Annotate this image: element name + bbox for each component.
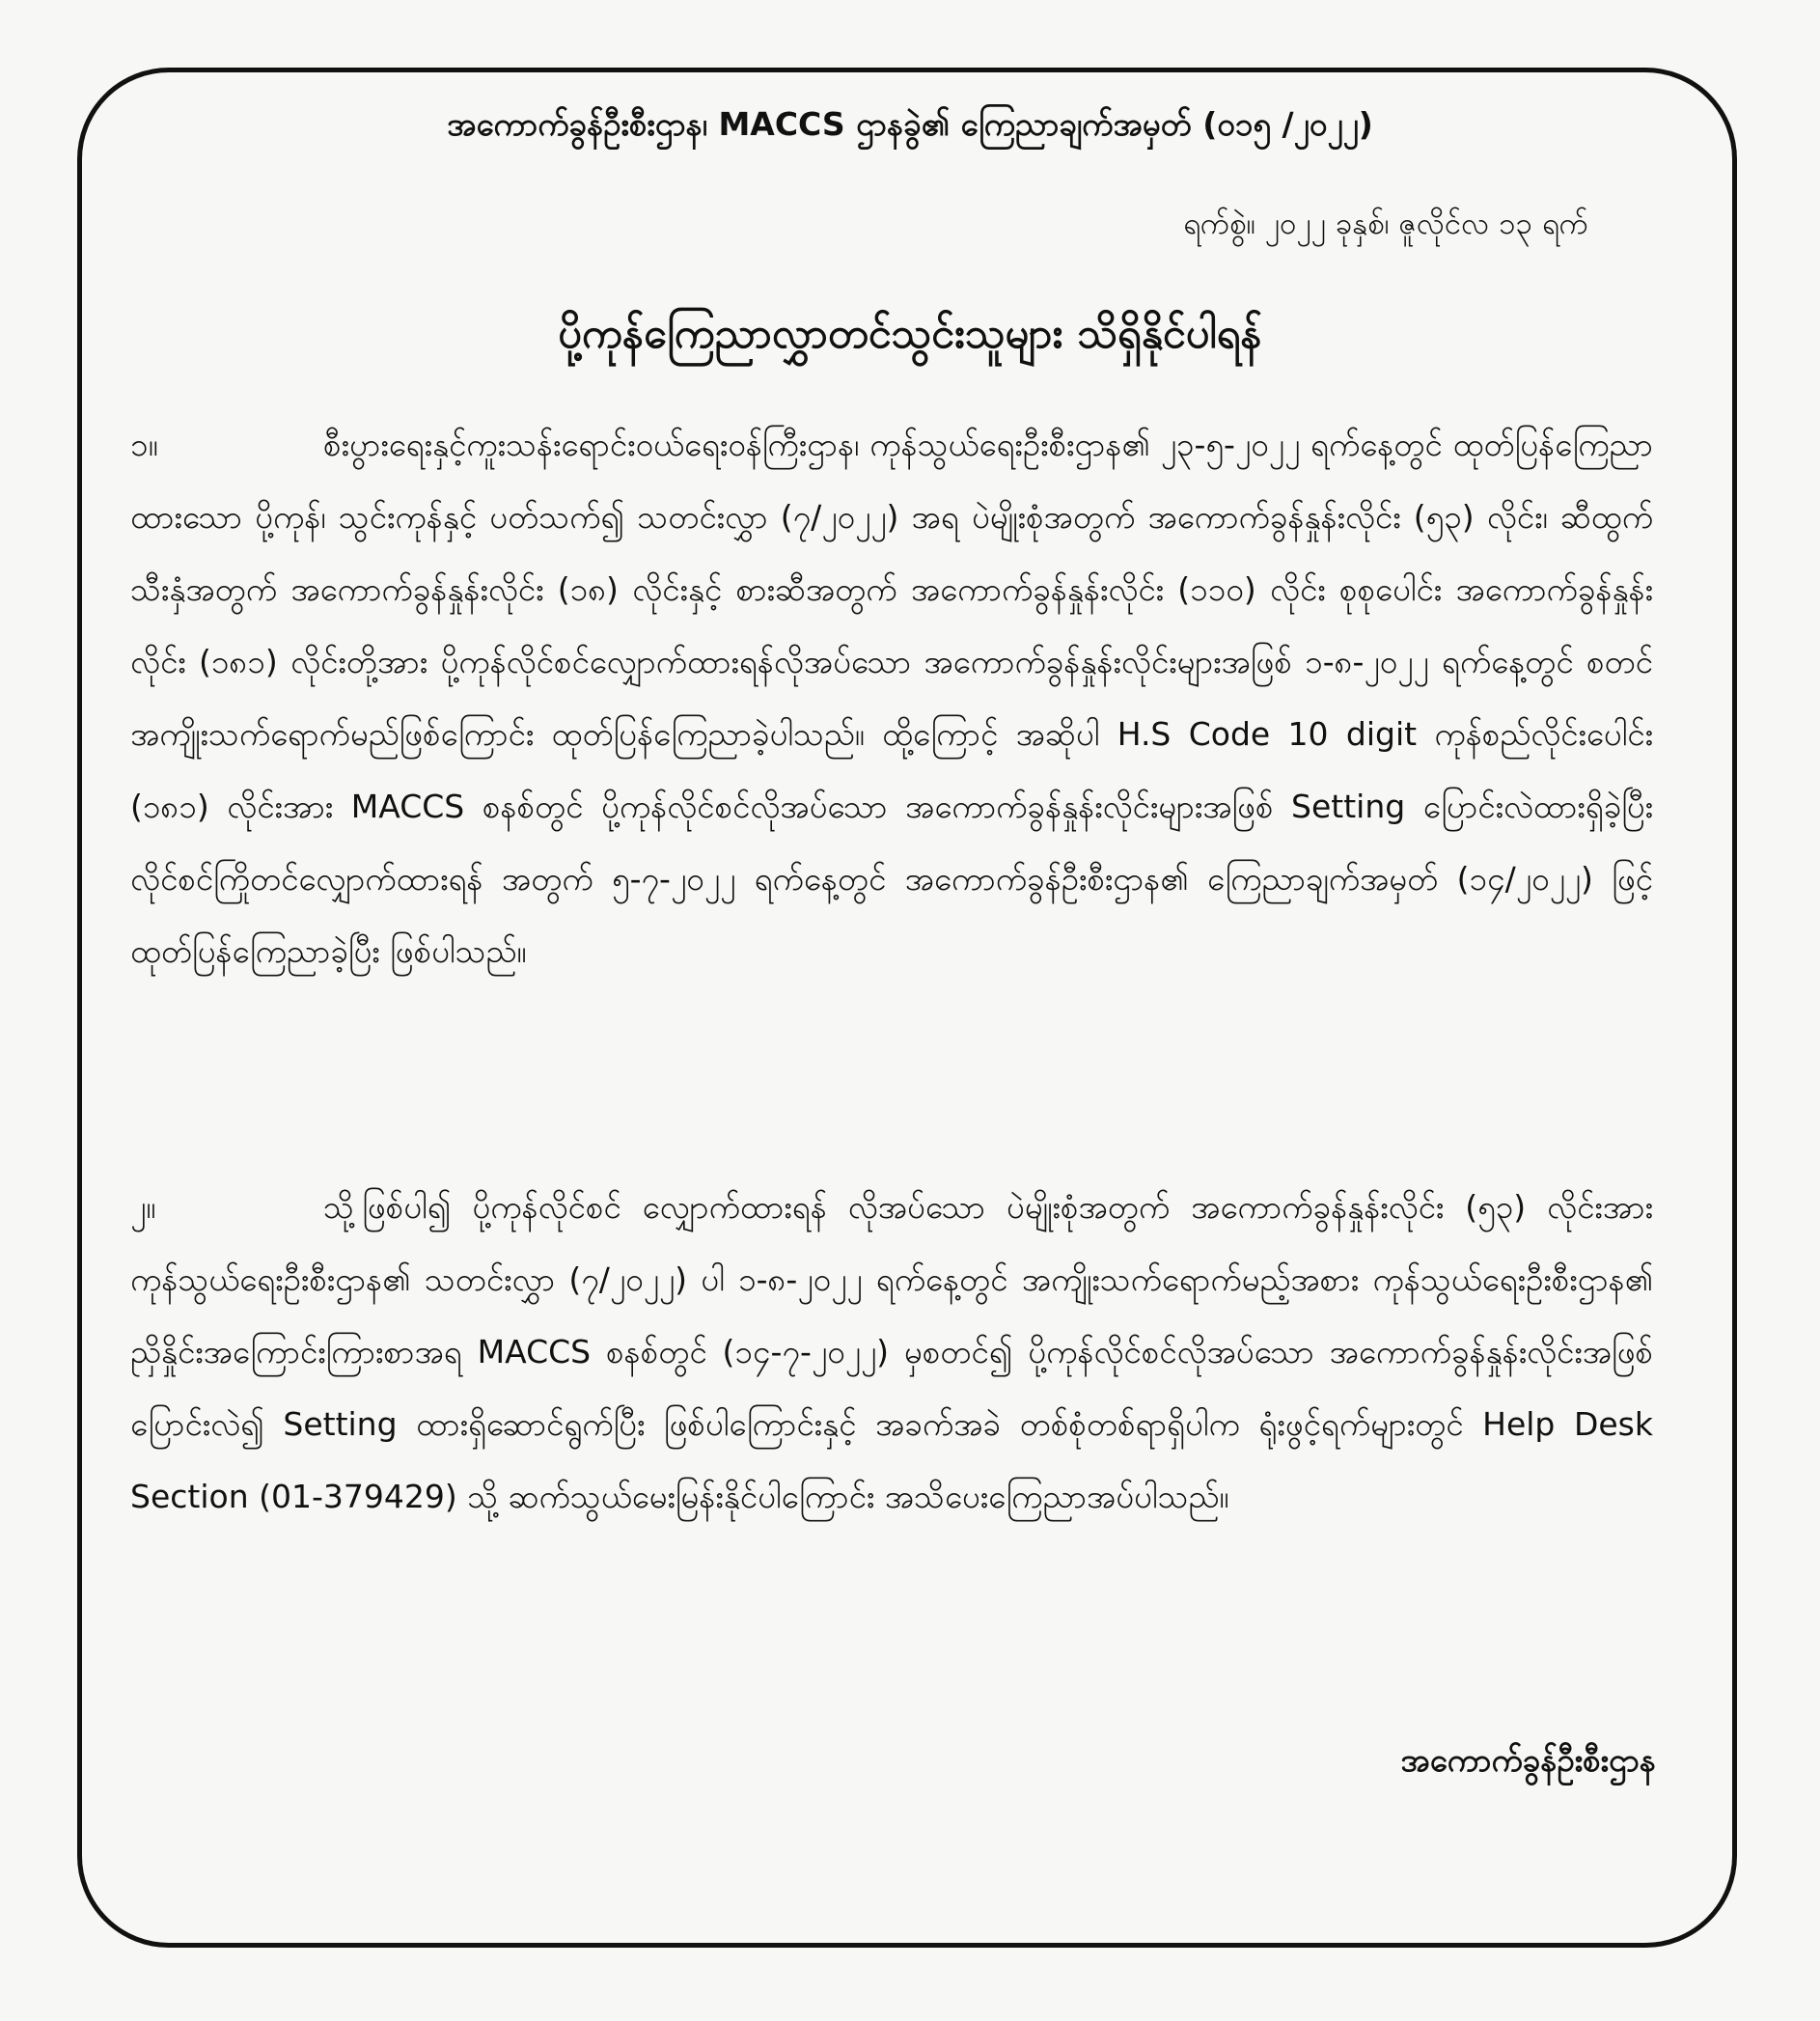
paragraph-number: ၂။ xyxy=(130,1188,156,1226)
paragraph-text: စီးပွားရေးနှင့်ကူးသန်းရောင်းဝယ်ရေးဝန်ကြီးဌာန၊ ကုန်သွယ်ရေးဦးစီးဌာန၏ ၂၃-၅-၂၀၂၂ ရက်နေ့တွင် ထုတ်ပြန်ကြေညာထားသော ပို့ကုန်၊ သွင်းကုန်နှင့် ပတ်သက်၍ သတင်းလွှာ (၇/၂၀၂၂) အရ ပဲမျိုးစုံအတွက် အကောက်ခွန်နှုန်းလိုင်း (၅၃) လိုင်း၊ ဆီထွက်သီးနှံအတွက် အကောက်ခွန်နှုန်းလိုင်း (၁၈) လိုင်းနှင့် စားဆီအတွက် အကောက်ခွန်နှုန်းလိုင်း (၁၁၀) လိုင်း စုစုပေါင်း အကောက်ခွန်နှုန်းလိုင်း (၁၈၁) လိုင်းတို့အား ပို့ကုန်လိုင်စင်လျှောက်ထားရန်လိုအပ်သော အကောက်ခွန်နှုန်းလိုင်းများအဖြစ် ၁-၈-၂၀၂၂ ရက်နေ့တွင် စတင်အကျိုးသက်ရောက်မည်ဖြစ်ကြောင်း ထုတ်ပြန်ကြေညာခဲ့ပါသည်။ ထို့ကြောင့် အဆိုပါ H.S Code 10 digit ကုန်စည်လိုင်းပေါင်း (၁၈၁) လိုင်းအား MACCS စနစ်တွင် ပို့ကုန်လိုင်စင်လိုအပ်သော အကောက်ခွန်နှုန်းလိုင်းများအဖြစ် Setting ပြောင်းလဲထားရှိခဲ့ပြီး လိုင်စင်ကြိုတင်လျှောက်ထားရန် အတွက် ၅-၇-၂၀၂၂ ရက်နေ့တွင် အကောက်ခွန်ဦးစီးဌာန၏ ကြေညာချက်အမှတ် (၁၄/၂၀၂၂) ဖြင့် ထုတ်ပြန်ကြေညာခဲ့ပြီး ဖြစ်ပါသည်။ xyxy=(130,426,1653,970)
signature: အကောက်ခွန်ဦးစီးဌာန xyxy=(1400,1741,1656,1779)
announcement-title: ပို့ကုန်ကြေညာလွှာတင်သွင်းသူများ သိရှိနိုင်ပါရန် xyxy=(558,310,1262,358)
announcement-date: ရက်စွဲ။ ၂၀၂၂ ခုနှစ်၊ ဇူလိုင်လ ၁၃ ရက် xyxy=(1183,207,1588,241)
paragraph-text: သို့ဖြစ်ပါ၍ ပို့ကုန်လိုင်စင် လျှောက်ထားရန် လိုအပ်သော ပဲမျိုးစုံအတွက် အကောက်ခွန်နှုန်းလိုင်း (၅၃) လိုင်းအား ကုန်သွယ်ရေးဦးစီးဌာန၏ သတင်းလွှာ (၇/၂၀၂၂) ပါ ၁-၈-၂၀၂၂ ရက်နေ့တွင် အကျိုးသက်ရောက်မည့်အစား ကုန်သွယ်ရေးဦးစီးဌာန၏ ညှိနှိုင်းအကြောင်းကြားစာအရ MACCS စနစ်တွင် (၁၄-၇-၂၀၂၂) မှစတင်၍ ပို့ကုန်လိုင်စင်လိုအပ်သော အကောက်ခွန်နှုန်းလိုင်းအဖြစ် ပြောင်းလဲ၍ Setting ထားရှိဆောင်ရွက်ပြီး ဖြစ်ပါကြောင်းနှင့် အခက်အခဲ တစ်စုံတစ်ရာရှိပါက ရုံးဖွင့်ရက်များတွင် Help Desk Section (01-379429) သို့ ဆက်သွယ်မေးမြန်းနိုင်ပါကြောင်း အသိပေးကြေညာအပ်ပါသည်။ xyxy=(130,1188,1653,1515)
paragraph-2 xyxy=(130,1171,1653,1533)
paragraph-1 xyxy=(130,408,1653,987)
paragraph-number: ၁။ xyxy=(130,426,158,463)
announcement-heading: အကောက်ခွန်ဦးစီးဌာန၊ MACCS ဌာနခွဲ၏ ကြေညာချက်အမှတ် (၀၁၅ /၂၀၂၂) xyxy=(447,105,1373,143)
